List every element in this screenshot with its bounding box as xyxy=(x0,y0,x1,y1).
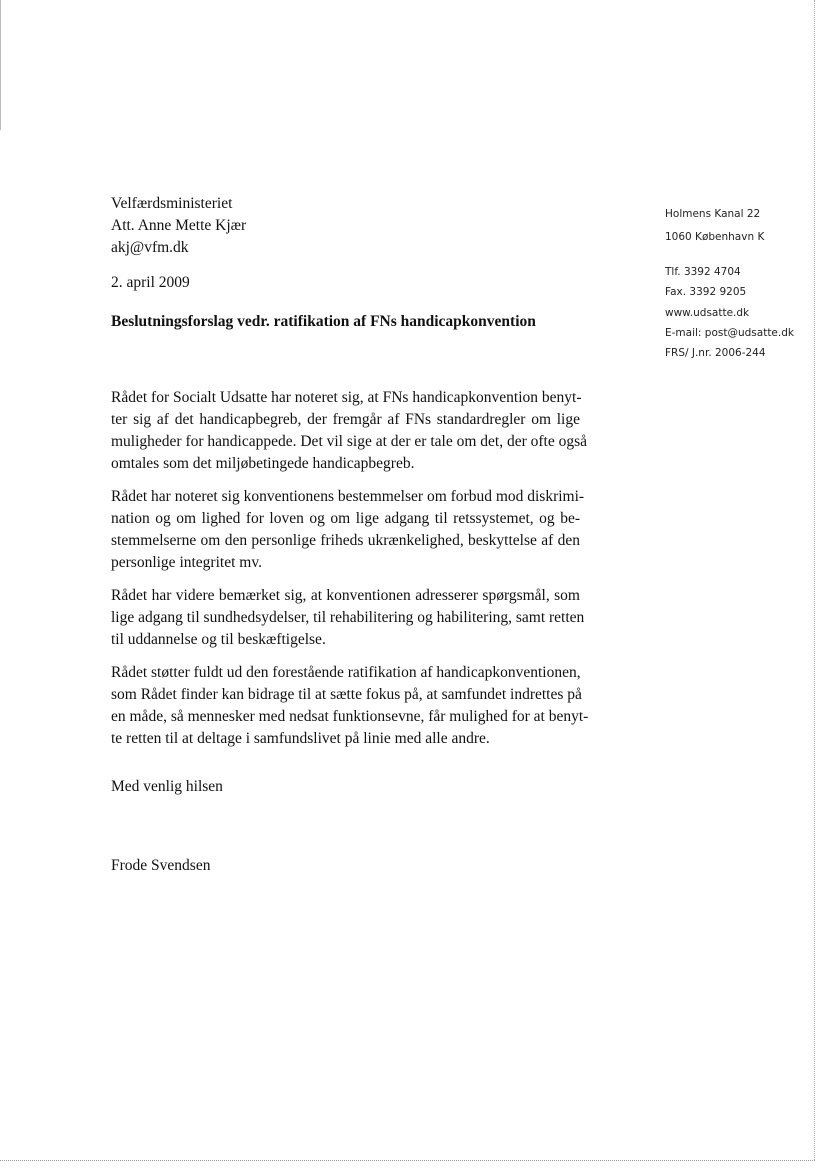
body-line: te retten til at deltage i samfundslivet på linie med alle andre. xyxy=(111,730,490,747)
body-line: personlige integritet mv. xyxy=(111,554,262,571)
recipient-att: Att. Anne Mette Kjær xyxy=(111,217,247,234)
scan-edge-bottom xyxy=(0,1160,815,1161)
closing: Med venlig hilsen xyxy=(111,778,223,795)
body-line: omtales som det miljøbetingede handicapbegreb. xyxy=(111,455,415,472)
scan-edge-right xyxy=(814,0,815,1160)
body-line: nation og om lighed for loven og om lige adgang til retssystemet, og be- xyxy=(111,510,580,527)
body-line: stemmelserne om den personlige friheds ukrænkelighed, beskyttelse af den xyxy=(111,532,580,549)
body-line: Rådet har videre bemærket sig, at konventionen adresserer spørgsmål, som xyxy=(111,587,580,604)
body-line: til uddannelse og til beskæftigelse. xyxy=(111,631,326,648)
body-line: Rådet støtter fuldt ud den forestående ratifikation af handicapkonventionen, xyxy=(111,664,581,681)
body-line: en måde, så mennesker med nedsat funktionsevne, får mulighed for at benyt- xyxy=(111,708,589,725)
body-line: ter sig af det handicapbegreb, der fremgår af FNs standardregler om lige xyxy=(111,411,580,428)
sender-street: Holmens Kanal 22 xyxy=(665,208,761,220)
sender-phone: Tlf. 3392 4704 xyxy=(665,266,741,278)
signature-name: Frode Svendsen xyxy=(111,857,211,874)
sender-city: 1060 København K xyxy=(665,231,765,243)
sender-ref: FRS/ J.nr. 2006-244 xyxy=(665,347,766,359)
sender-fax: Fax. 3392 9205 xyxy=(665,286,747,298)
letter-subject: Beslutningsforslag vedr. ratifikation af FNs handicapkonvention xyxy=(111,313,536,330)
sender-web: www.udsatte.dk xyxy=(665,307,750,319)
body-line: som Rådet finder kan bidrage til at sætte fokus på, at samfundet indrettes på xyxy=(111,686,582,703)
sender-email: E-mail: post@udsatte.dk xyxy=(665,327,794,339)
letter-date: 2. april 2009 xyxy=(111,274,190,291)
scan-edge-left xyxy=(0,0,1,130)
body-line: Rådet har noteret sig konventionens bestemmelser om forbud mod diskrimi- xyxy=(111,488,585,505)
body-line: lige adgang til sundhedsydelser, til rehabilitering og habilitering, samt retten xyxy=(111,609,585,626)
recipient-org: Velfærdsministeriet xyxy=(111,195,233,212)
body-line: muligheder for handicappede. Det vil sige at der er tale om det, der ofte også xyxy=(111,433,588,450)
recipient-email: akj@vfm.dk xyxy=(111,239,189,256)
body-line: Rådet for Socialt Udsatte har noteret sig, at FNs handicapkonvention benyt- xyxy=(111,389,582,406)
